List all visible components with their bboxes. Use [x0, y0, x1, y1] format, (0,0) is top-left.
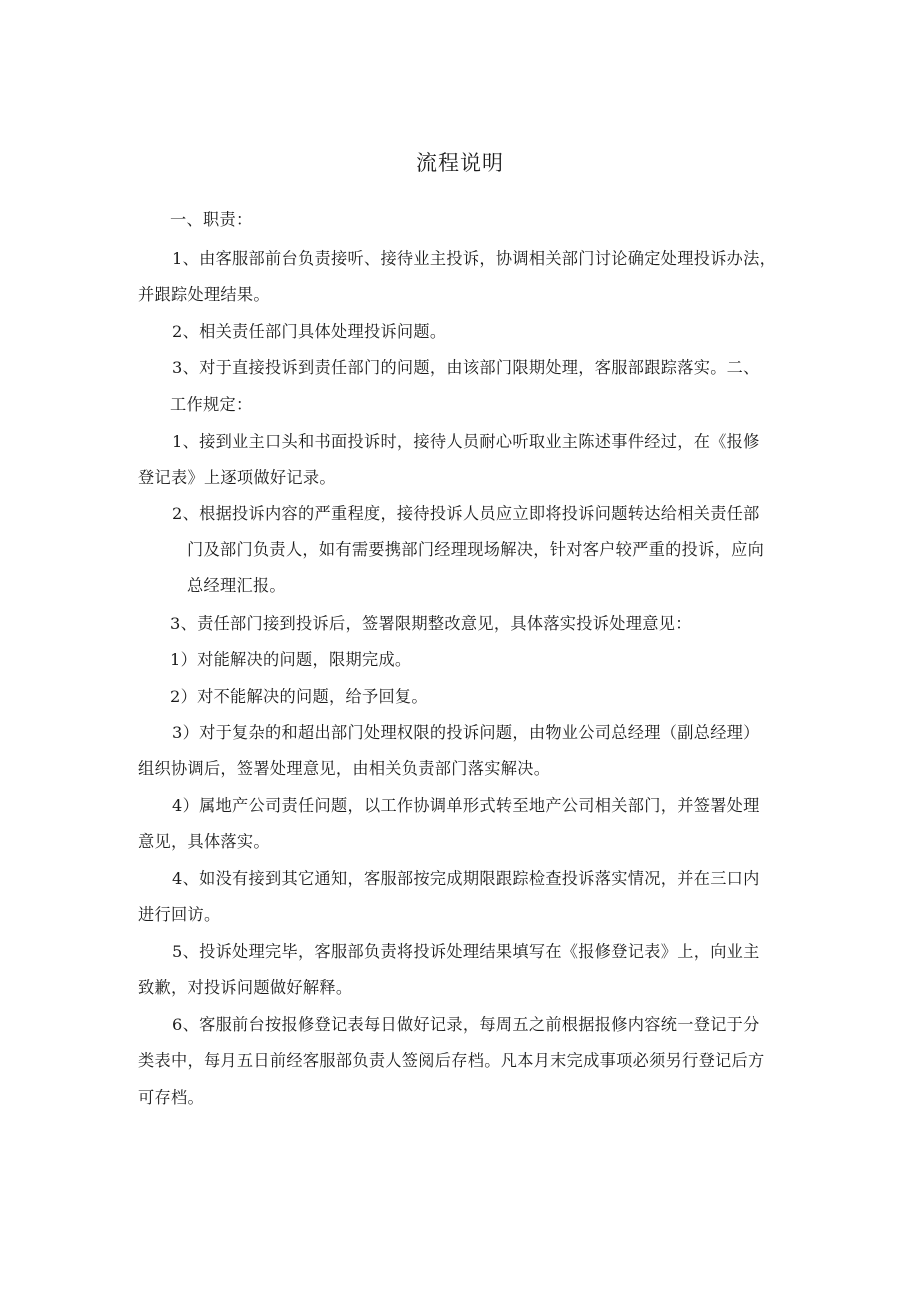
- page-title: 流程说明: [416, 151, 504, 175]
- paragraph-line: 总经理汇报。: [187, 576, 286, 595]
- paragraph-line: 2、相关责任部门具体处理投诉问题。: [172, 322, 447, 341]
- section-heading-duties: 一、职责：: [170, 210, 253, 229]
- paragraph-line: 意见，具体落实。: [138, 832, 270, 851]
- list-item: 2）对不能解决的问题，给予回复。: [170, 687, 428, 706]
- paragraph-line: 可存档。: [138, 1088, 204, 1107]
- paragraph-line: 4、如没有接到其它通知，客服部按完成期限跟踪检查投诉落实情况，并在三口内: [172, 869, 760, 888]
- paragraph-line: 门及部门负责人，如有需要携部门经理现场解决，针对客户较严重的投诉，应向: [187, 540, 765, 559]
- list-item: 4）属地产公司责任问题，以工作协调单形式转至地产公司相关部门，并签署处理: [172, 796, 760, 815]
- paragraph-line: 5、投诉处理完毕，客服部负责将投诉处理结果填写在《报修登记表》上，向业主: [172, 942, 760, 961]
- paragraph-line: 并跟踪处理结果。: [138, 285, 270, 304]
- paragraph-line: 6、客服前台按报修登记表每日做好记录，每周五之前根据报修内容统一登记于分: [172, 1015, 760, 1034]
- list-item: 1）对能解决的问题，限期完成。: [170, 650, 412, 669]
- section-heading-rules: 工作规定：: [170, 395, 253, 414]
- paragraph-line: 2、根据投诉内容的严重程度，接待投诉人员应立即将投诉问题转达给相关责任部: [172, 504, 760, 523]
- paragraph-line: 1、接到业主口头和书面投诉时，接待人员耐心听取业主陈述事件经过，在《报修: [172, 432, 760, 451]
- paragraph-line: 进行回访。: [138, 905, 221, 924]
- list-item: 3）对于复杂的和超出部门处理权限的投诉问题，由物业公司总经理（副总经理）: [172, 723, 760, 742]
- paragraph-line: 类表中，每月五日前经客服部负责人签阅后存档。凡本月末完成事项必须另行登记后方: [138, 1051, 765, 1070]
- paragraph-line: 3、责任部门接到投诉后，签署限期整改意见，具体落实投诉处理意见：: [170, 614, 692, 633]
- paragraph-line: 3、对于直接投诉到责任部门的问题，由该部门限期处理，客服部跟踪落实。二、: [172, 358, 760, 377]
- paragraph-line: 登记表》上逐项做好记录。: [138, 468, 336, 487]
- paragraph-line: 组织协调后，签署处理意见，由相关负责部门落实解决。: [138, 759, 551, 778]
- paragraph-line: 致歉，对投诉问题做好解释。: [138, 978, 353, 997]
- paragraph-line: 1、由客服部前台负责接听、接待业主投诉，协调相关部门讨论确定处理投诉办法，: [172, 249, 777, 268]
